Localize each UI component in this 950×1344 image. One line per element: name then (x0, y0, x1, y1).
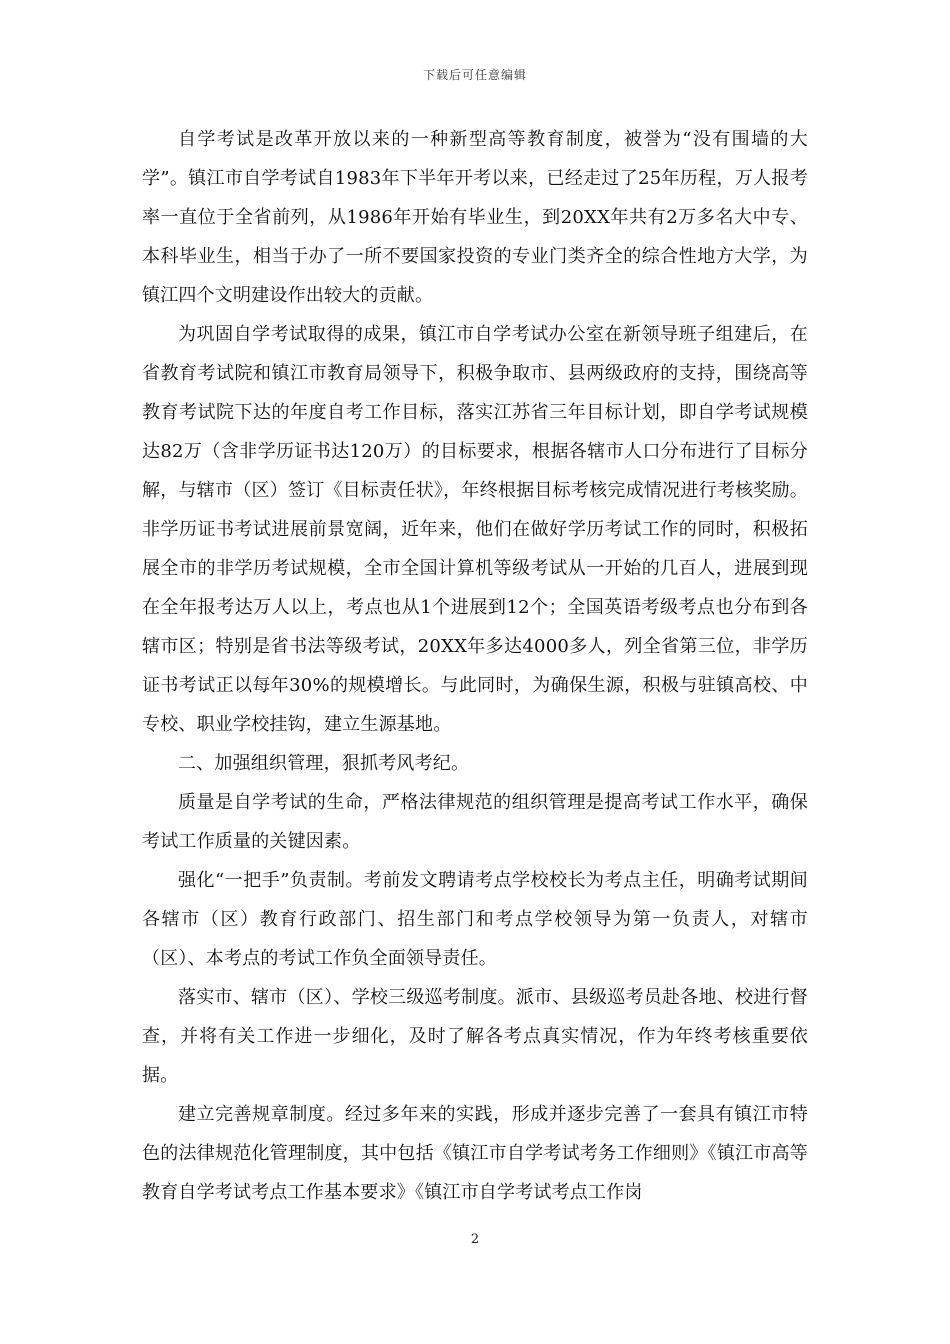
document-body (142, 120, 808, 1212)
page-number: 2 (470, 1232, 480, 1247)
header-note: 下载后可任意编辑 (422, 68, 527, 82)
paragraph-inspection: 落实市、辖市（区）、学校三级巡考制度。派市、县级巡考员赴各地、校进行督查，并将有关工作进一步细化，及时了解各考点真实情况，作为年终考核重要依据。 (142, 987, 808, 1086)
paragraph-achievements: 为巩固自学考试取得的成果，镇江市自学考试办公室在新领导班子组建后，在省教育考试院和镇江市教育局领导下，积极争取市、县两级政府的支持，围绕高等教育考试院下达的年度自考工作目标，落实江苏省三年目标计划，即自学考试规模达82万（含非学历证书达120万）的目标要求，根据各辖市人口分布进行了目标分解，与辖市（区）签订《目标责任状》，年终根据目标考核完成情况进行考核奖励。非学历证书考试进展前景宽阔，近年来，他们在做好学历考试工作的同时，积极拓展全市的非学历考试规模，全市全国计算机等级考试从一开始的几百人，进展到现在全年报考达万人以上，考点也从1个进展到12个；全国英语考级考点也分布到各辖市区；特别是省书法等级考试，20XX年多达4000多人，列全省第三位，非学历证书考试正以每年30%的规模增长。与此同时，为确保生源，积极与驻镇高校、中专校、职业学校挂钩，建立生源基地。 (142, 324, 808, 735)
paragraph-regulations: 建立完善规章制度。经过多年来的实践，形成并逐步完善了一套具有镇江市特色的法律规范化管理制度，其中包括《镇江市自学考试考务工作细则》《镇江市高等教育自学考试考点工作基本要求》《镇江市自学考试考点工作岗 (142, 1104, 808, 1203)
section-heading-organization: 二、加强组织管理，狠抓考风考纪。 (178, 753, 470, 774)
paragraph-responsibility: 强化“一把手”负责制。考前发文聘请考点学校校长为考点主任，明确考试期间各辖市（区）教育行政部门、招生部门和考点学校领导为第一负责人，对辖市（区）、本考点的考试工作负全面领导责任。 (142, 870, 808, 969)
paragraph-intro: 自学考试是改革开放以来的一种新型高等教育制度，被誉为“没有围墙的大学”。镇江市自学考试自1983年下半年开考以来，已经走过了25年历程，万人报考率一直位于全省前列，从1986年开始有毕业生，到20XX年共有2万多名大中专、本科毕业生，相当于办了一所不要国家投资的专业门类齐全的综合性地方大学，为镇江四个文明建设作出较大的贡献。 (142, 129, 808, 306)
paragraph-quality: 质量是自学考试的生命，严格法律规范的组织管理是提高考试工作水平，确保考试工作质量的关键因素。 (142, 792, 808, 852)
